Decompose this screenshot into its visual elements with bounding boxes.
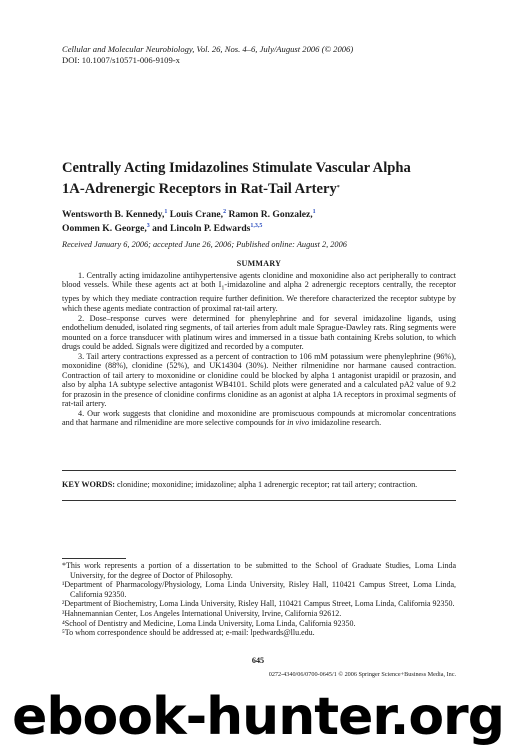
summary-paragraph-4: 4. Our work suggests that clonidine and moxonidine are promiscuous compounds at micromolar concentrations and that harmane and rilmenidine are more selective compounds for in vivo imidazoline research.: [62, 408, 456, 428]
footnote: ²Department of Biochemistry, Loma Linda University, Risley Hall, 110421 Campus Street, Loma Linda, California 92350.: [62, 599, 455, 609]
summary-paragraph-3: 3. Tail artery contractions expressed as a percent of contraction to 106 mM potassium were phenylephrine (96%), moxonidine (88%), clonidine (52%), and UK14304 (30%). Neither rilmenidine nor harmane caused contraction. Contraction of tail artery to moxonidine or clonidine could be blocked by alpha 1 antagonist urapidil or prazosin, and also by alpha 1A subtype selective antagonist WB4101. Schild plots were generated and a calculated pA2 value of 9.2 for prazosin in the presence of clonidine confirms clonidine as an agonist at alpha 1A receptors in proximal segments of rat-tail artery.: [62, 351, 456, 408]
title-line-1: Centrally Acting Imidazolines Stimulate Vascular Alpha: [62, 160, 411, 176]
author-name: Louis Crane,: [167, 209, 224, 220]
keywords-text: clonidine; moxonidine; imidazoline; alpha 1 adrenergic receptor; rat tail artery; contraction.: [115, 480, 418, 489]
author-name: Ramon R. Gonzalez,: [226, 209, 313, 220]
keywords-label: KEY WORDS:: [62, 480, 115, 489]
author-affiliation-link[interactable]: 1: [312, 209, 316, 215]
copyright-line: 0272-4340/06/0700-0645/1 © 2006 Springer Science+Business Media, Inc.: [268, 671, 456, 678]
footnote: ⁴School of Dentistry and Medicine, Loma Linda University, Loma Linda, California 92350.: [62, 618, 356, 628]
footnote-separator: [62, 558, 126, 559]
footnote: *This work represents a portion of a dissertation to be submitted to the School of Graduate Studies, Loma Linda University, for the degree of Doctor of Philosophy.: [62, 561, 456, 580]
article-title: [62, 158, 462, 200]
footnote: ⁵To whom correspondence should be addressed at; e-mail: lpedwards@llu.edu.: [62, 628, 315, 638]
title-footnote-mark: *: [336, 185, 340, 191]
author-affiliation-link[interactable]: 3: [146, 223, 150, 229]
summary-bottom-rule: [62, 500, 456, 501]
publication-dates: Received January 6, 2006; accepted June 26, 2006; Published online: August 2, 2006: [62, 240, 347, 249]
footnote: ¹Department of Pharmacology/Physiology, Loma Linda University, Risley Hall, 110421 Campus Street, Loma Linda, California 92350.: [62, 580, 456, 599]
author-name: and Lincoln P. Edwards: [149, 223, 251, 234]
author-affiliation-link[interactable]: 1: [164, 209, 168, 215]
author-affiliation-link[interactable]: 2: [223, 209, 227, 215]
summary-paragraph-2: 2. Dose–response curves were determined for phenylephrine and for several imidazoline ligands, using endothelium denuded, isolated ring segments, of tail arteries from adult male Sprague-Dawley rats. Ring segments were mounted on a force transducer with platinum wires and immersed in a tissue bath containing Krebs solution, to which drugs could be added. Signals were digitized and recorded by a computer.: [62, 313, 456, 351]
keywords: [62, 480, 456, 490]
footnotes: [62, 561, 456, 638]
title-line-2-text: 1A-Adrenergic Receptors in Rat-Tail Artery: [62, 181, 337, 197]
author-line-1: [62, 208, 462, 222]
title-line-2: [62, 179, 462, 200]
author-name: Wentsworth B. Kennedy,: [62, 209, 165, 220]
author-affiliation-link[interactable]: 1,3,5: [250, 223, 263, 229]
footnote: ³Hahnemannian Center, Los Angeles International University, Irvine, California 92612.: [62, 608, 342, 618]
summary-heading: SUMMARY: [236, 259, 282, 268]
author-name: Oommen K. George,: [62, 223, 147, 234]
author-line-2: [62, 222, 462, 236]
watermark: ebook-hunter.org: [12, 687, 504, 747]
summary-paragraph-1: 1. Centrally acting imidazoline antihypertensive agents clonidine and moxonidine also act peripherally to contract blood vessels. While these agents act at both $I_1$-imidazoline and alpha 2 adrenergic receptors centrally, the receptor types by which they mediate contraction require further definition. We therefore characterized the receptor subtype by which these agents mediate contraction of proximal rat-tail artery.: [62, 271, 456, 313]
summary-body: [62, 271, 456, 428]
summary-top-rule: [62, 470, 456, 471]
page-number: 645: [251, 656, 265, 665]
author-list: [62, 208, 462, 236]
journal-citation: Cellular and Molecular Neurobiology, Vol. 26, Nos. 4–6, July/August 2006 (© 2006): [62, 44, 354, 54]
doi-line: DOI: 10.1007/s10571-006-9109-x: [62, 55, 180, 65]
